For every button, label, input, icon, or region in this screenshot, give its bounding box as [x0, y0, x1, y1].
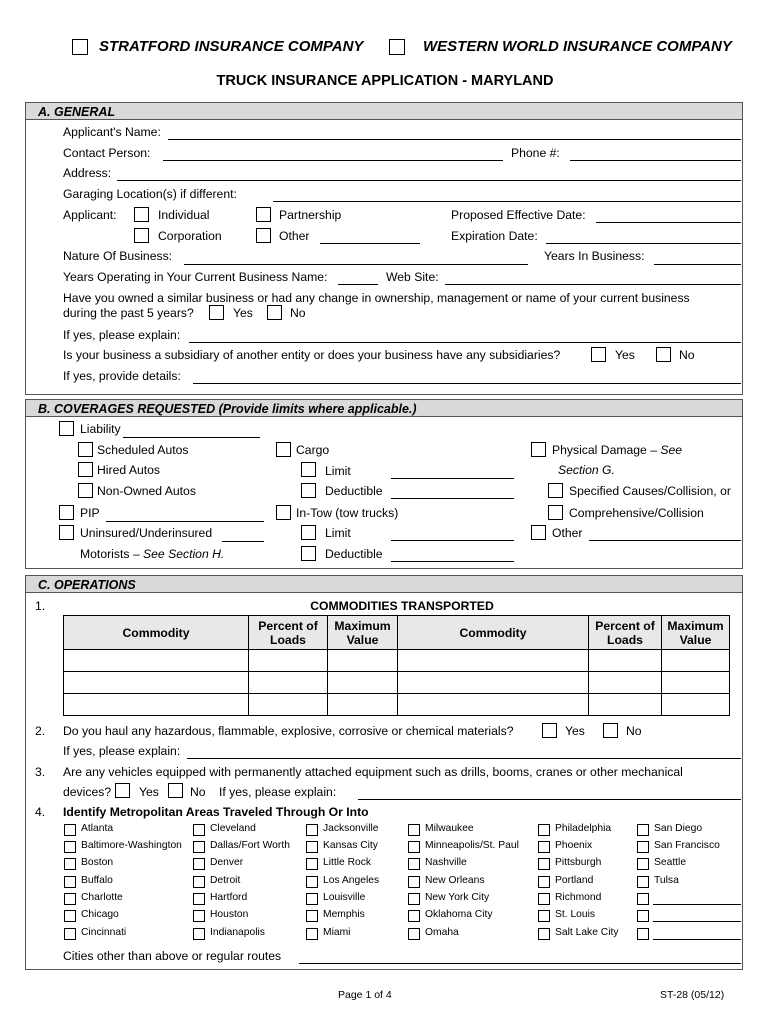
table-cell[interactable] — [249, 694, 328, 716]
equipment-yes-checkbox[interactable] — [115, 783, 130, 798]
cargo-deductible-checkbox[interactable] — [301, 483, 316, 498]
table-cell[interactable] — [662, 694, 730, 716]
subsidiary-yes-checkbox[interactable] — [591, 347, 606, 362]
metro-label: Seattle — [654, 857, 687, 868]
stratford-checkbox[interactable] — [72, 39, 88, 55]
website-label: Web Site: — [386, 270, 439, 284]
table-cell[interactable] — [328, 650, 398, 672]
metro-other-field[interactable] — [653, 939, 741, 940]
scheduled-autos-checkbox[interactable] — [78, 442, 93, 457]
form-number: ST-28 (05/12) — [660, 989, 725, 1001]
similar-no-checkbox[interactable] — [267, 305, 282, 320]
cargo-checkbox[interactable] — [276, 442, 291, 457]
cargo-limit-label: Limit — [325, 464, 351, 478]
uninsured-checkbox[interactable] — [59, 525, 74, 540]
table-cell[interactable] — [589, 650, 662, 672]
equipment-explain-field[interactable] — [358, 799, 741, 800]
metro-checkbox-richmond[interactable] — [538, 893, 550, 905]
metro-checkbox-buffalo[interactable] — [64, 876, 76, 888]
comprehensive-label: Comprehensive/Collision — [569, 506, 704, 520]
hazardous-no-label: No — [626, 724, 642, 738]
metro-label: Memphis — [323, 909, 365, 920]
metro-label: New Orleans — [425, 875, 485, 886]
metro-label: San Francisco — [654, 840, 720, 851]
section-b-header: B. COVERAGES REQUESTED (Provide limits where applicable.) — [25, 399, 743, 417]
metro-checkbox-atlanta[interactable] — [64, 824, 76, 836]
in-tow-checkbox[interactable] — [276, 505, 291, 520]
address-label: Address: — [63, 166, 112, 180]
partnership-label: Partnership — [279, 208, 342, 222]
col-max-left: Maximum Value — [328, 616, 398, 650]
specified-causes-label: Specified Causes/Collision, or — [569, 484, 731, 498]
applicant-name-label: Applicant's Name: — [63, 125, 161, 139]
metro-checkbox-louisville[interactable] — [306, 893, 318, 905]
years-operating-label: Years Operating in Your Current Business Name: — [63, 270, 328, 284]
metro-label: Philadelphia — [555, 823, 612, 834]
liability-checkbox[interactable] — [59, 421, 74, 436]
similar-yes-label: Yes — [233, 306, 253, 320]
metro-checkbox-los-angeles[interactable] — [306, 876, 318, 888]
metro-checkbox-houston[interactable] — [193, 910, 205, 922]
cargo-limit-checkbox[interactable] — [301, 462, 316, 477]
section-a-header: A. GENERAL — [25, 102, 743, 120]
metro-checkbox-seattle[interactable] — [637, 858, 649, 870]
specified-causes-checkbox[interactable] — [548, 483, 563, 498]
similar-question-line2: during the past 5 years? — [63, 306, 194, 320]
corporation-label: Corporation — [158, 229, 222, 243]
website-field[interactable] — [445, 284, 741, 285]
subsidiary-yes-label: Yes — [615, 348, 635, 362]
table-cell[interactable] — [328, 694, 398, 716]
liability-limit-field[interactable] — [123, 437, 260, 438]
hazardous-yes-checkbox[interactable] — [542, 723, 557, 738]
proposed-date-field[interactable] — [596, 222, 741, 223]
address-field[interactable] — [117, 180, 741, 181]
expiration-date-label: Expiration Date: — [451, 229, 538, 243]
hired-autos-checkbox[interactable] — [78, 462, 93, 477]
table-cell[interactable] — [64, 650, 249, 672]
metro-label: Richmond — [555, 892, 602, 903]
western-world-checkbox[interactable] — [389, 39, 405, 55]
similar-yes-checkbox[interactable] — [209, 305, 224, 320]
col-percent-right: Percent of Loads — [589, 616, 662, 650]
non-owned-autos-label: Non-Owned Autos — [97, 484, 196, 498]
corporation-checkbox[interactable] — [134, 228, 149, 243]
table-cell[interactable] — [398, 694, 589, 716]
expiration-date-field[interactable] — [546, 243, 741, 244]
metro-label: Louisville — [323, 892, 366, 903]
metro-label: Chicago — [81, 909, 119, 920]
similar-question-line1: Have you owned a similar business or had any change in ownership, management or name of your current business — [63, 291, 690, 305]
years-in-business-field[interactable] — [654, 264, 741, 265]
years-operating-field[interactable] — [338, 284, 378, 285]
metro-label: Portland — [555, 875, 594, 886]
subsidiary-details-field[interactable] — [193, 383, 741, 384]
metro-label: Minneapolis/St. Paul — [425, 840, 519, 851]
pip-checkbox[interactable] — [59, 505, 74, 520]
metro-checkbox-milwaukee[interactable] — [408, 824, 420, 836]
liability-label: Liability — [80, 422, 121, 436]
table-cell[interactable] — [398, 650, 589, 672]
metro-label: Dallas/Fort Worth — [210, 840, 290, 851]
equipment-no-checkbox[interactable] — [168, 783, 183, 798]
cargo-deductible-field[interactable] — [391, 498, 514, 499]
subsidiary-no-checkbox[interactable] — [656, 347, 671, 362]
commodities-table — [63, 615, 730, 716]
stratford-label: STRATFORD INSURANCE COMPANY — [99, 38, 364, 55]
pip-label: PIP — [80, 506, 100, 520]
non-owned-autos-checkbox[interactable] — [78, 483, 93, 498]
similar-explain-label: If yes, please explain: — [63, 328, 181, 342]
nature-field[interactable] — [184, 264, 528, 265]
phone-label: Phone #: — [511, 146, 560, 160]
table-cell[interactable] — [398, 672, 589, 694]
metro-checkbox-pittsburgh[interactable] — [538, 858, 550, 870]
metro-checkbox-san-francisco[interactable] — [637, 841, 649, 853]
scheduled-autos-label: Scheduled Autos — [97, 443, 189, 457]
hazardous-yes-label: Yes — [565, 724, 585, 738]
metro-checkbox-chicago[interactable] — [64, 910, 76, 922]
metro-label: Omaha — [425, 927, 459, 938]
in-tow-label: In-Tow (tow trucks) — [296, 506, 399, 520]
table-row — [64, 694, 730, 716]
metro-checkbox-charlotte[interactable] — [64, 893, 76, 905]
metro-checkbox-miami[interactable] — [306, 928, 318, 940]
col-commodity-right: Commodity — [398, 616, 589, 650]
similar-no-label: No — [290, 306, 306, 320]
metro-checkbox-nashville[interactable] — [408, 858, 420, 870]
hired-autos-label: Hired Autos — [97, 463, 161, 477]
metro-checkbox-jacksonville[interactable] — [306, 824, 318, 836]
metro-label: Kansas City — [323, 840, 378, 851]
table-cell[interactable] — [249, 650, 328, 672]
metro-label: Los Angeles — [323, 875, 380, 886]
metro-label: Miami — [323, 927, 351, 938]
metro-checkbox-oklahoma-city[interactable] — [408, 910, 420, 922]
metro-checkbox-other[interactable] — [637, 928, 649, 940]
metro-label: Boston — [81, 857, 114, 868]
cities-other-field[interactable] — [299, 963, 741, 964]
in-tow-deductible-field[interactable] — [391, 561, 514, 562]
metro-label: Pittsburgh — [555, 857, 602, 868]
metro-checkbox-boston[interactable] — [64, 858, 76, 870]
proposed-date-label: Proposed Effective Date: — [451, 208, 586, 222]
metro-label: Cincinnati — [81, 927, 127, 938]
metro-checkbox-detroit[interactable] — [193, 876, 205, 888]
devices-label: devices? — [63, 785, 112, 799]
equipment-no-label: No — [190, 785, 206, 799]
metro-label: Houston — [210, 909, 249, 920]
metro-other-field[interactable] — [653, 904, 741, 905]
hazardous-question: Do you haul any hazardous, flammable, explosive, corrosive or chemical materials? — [63, 724, 514, 738]
cargo-deductible-label: Deductible — [325, 484, 383, 498]
metro-label: Nashville — [425, 857, 467, 868]
in-tow-limit-label: Limit — [325, 526, 351, 540]
metro-label: Buffalo — [81, 875, 113, 886]
metro-checkbox-new-york-city[interactable] — [408, 893, 420, 905]
metro-label: Detroit — [210, 875, 241, 886]
metro-label: Phoenix — [555, 840, 593, 851]
section-g-label: Section G. — [558, 463, 615, 477]
item-4-number: 4. — [35, 805, 46, 819]
metro-checkbox-little-rock[interactable] — [306, 858, 318, 870]
table-cell[interactable] — [589, 672, 662, 694]
metro-label: Little Rock — [323, 857, 372, 868]
other-coverage-checkbox[interactable] — [531, 525, 546, 540]
partnership-checkbox[interactable] — [256, 207, 271, 222]
metro-checkbox-new-orleans[interactable] — [408, 876, 420, 888]
table-cell[interactable] — [328, 672, 398, 694]
metro-label: Denver — [210, 857, 244, 868]
equipment-explain-label: If yes, please explain: — [219, 785, 337, 799]
metro-other-field[interactable] — [653, 921, 741, 922]
pip-field[interactable] — [106, 521, 264, 522]
metro-checkbox-other[interactable] — [637, 893, 649, 905]
cargo-limit-field[interactable] — [391, 478, 514, 479]
table-cell[interactable] — [64, 672, 249, 694]
metro-checkbox-indianapolis[interactable] — [193, 928, 205, 940]
metro-checkbox-dallas-fort-worth[interactable] — [193, 841, 205, 853]
hazardous-no-checkbox[interactable] — [603, 723, 618, 738]
col-max-right: Maximum Value — [662, 616, 730, 650]
metro-checkbox-cleveland[interactable] — [193, 824, 205, 836]
page-number: Page 1 of 4 — [338, 989, 392, 1001]
metro-checkbox-other[interactable] — [637, 910, 649, 922]
uninsured-field[interactable] — [222, 541, 264, 542]
table-row — [64, 672, 730, 694]
metro-label: Cleveland — [210, 823, 256, 834]
metro-checkbox-denver[interactable] — [193, 858, 205, 870]
metro-label: Hartford — [210, 892, 248, 903]
in-tow-deductible-label: Deductible — [325, 547, 383, 561]
table-cell[interactable] — [249, 672, 328, 694]
metro-checkbox-phoenix[interactable] — [538, 841, 550, 853]
uninsured-label: Uninsured/Underinsured — [80, 526, 213, 540]
metro-label: Oklahoma City — [425, 909, 493, 920]
item-1-number: 1. — [35, 599, 46, 613]
metro-label: Atlanta — [81, 823, 114, 834]
individual-checkbox[interactable] — [134, 207, 149, 222]
commodities-header-row — [64, 616, 730, 650]
equipment-question: Are any vehicles equipped with permanently attached equipment such as drills, booms, cranes or other mechanical — [63, 765, 683, 779]
nature-label: Nature Of Business: — [63, 249, 173, 263]
garaging-label: Garaging Location(s) if different: — [63, 187, 237, 201]
garaging-field[interactable] — [273, 201, 741, 202]
col-commodity-left: Commodity — [64, 616, 249, 650]
table-row — [64, 650, 730, 672]
applicant-type-label: Applicant: — [63, 208, 117, 222]
metro-label: Tulsa — [654, 875, 679, 886]
subsidiary-details-label: If yes, provide details: — [63, 369, 181, 383]
in-tow-limit-field[interactable] — [391, 540, 514, 541]
other-type-label: Other — [279, 229, 310, 243]
applicant-name-field[interactable] — [168, 139, 741, 140]
table-cell[interactable] — [64, 694, 249, 716]
metro-checkbox-baltimore-washington[interactable] — [64, 841, 76, 853]
in-tow-deductible-checkbox[interactable] — [301, 546, 316, 561]
metro-title: Identify Metropolitan Areas Traveled Through Or Into — [63, 805, 369, 819]
metro-label: St. Louis — [555, 909, 596, 920]
equipment-yes-label: Yes — [139, 785, 159, 799]
other-coverage-field[interactable] — [589, 540, 741, 541]
in-tow-limit-checkbox[interactable] — [301, 525, 316, 540]
metro-label: Indianapolis — [210, 927, 265, 938]
subsidiary-question: Is your business a subsidiary of another entity or does your business have any subsidiaries? — [63, 348, 561, 362]
cities-other-label: Cities other than above or regular routes — [63, 949, 282, 963]
metro-label: Milwaukee — [425, 823, 474, 834]
contact-person-field[interactable] — [163, 160, 503, 161]
metro-label: Jacksonville — [323, 823, 379, 834]
metro-checkbox-salt-lake-city[interactable] — [538, 928, 550, 940]
metro-label: San Diego — [654, 823, 703, 834]
metro-checkbox-portland[interactable] — [538, 876, 550, 888]
metro-checkbox-tulsa[interactable] — [637, 876, 649, 888]
other-coverage-label: Other — [552, 526, 583, 540]
metro-checkbox-philadelphia[interactable] — [538, 824, 550, 836]
table-cell[interactable] — [662, 650, 730, 672]
item-3-number: 3. — [35, 765, 46, 779]
item-2-number: 2. — [35, 724, 46, 738]
metro-checkbox-hartford[interactable] — [193, 893, 205, 905]
other-type-field[interactable] — [320, 243, 420, 244]
metro-checkbox-san-diego[interactable] — [637, 824, 649, 836]
metro-label: New York City — [425, 892, 490, 903]
similar-explain-field[interactable] — [189, 342, 741, 343]
metro-label: Salt Lake City — [555, 927, 619, 938]
commodities-title: COMMODITIES TRANSPORTED — [310, 599, 494, 613]
physical-damage-checkbox[interactable] — [531, 442, 546, 457]
metro-checkbox-kansas-city[interactable] — [306, 841, 318, 853]
physical-damage-label: Physical Damage – See — [552, 443, 683, 457]
other-type-checkbox[interactable] — [256, 228, 271, 243]
metro-checkbox-st-louis[interactable] — [538, 910, 550, 922]
metro-checkbox-omaha[interactable] — [408, 928, 420, 940]
col-percent-left: Percent of Loads — [249, 616, 328, 650]
subsidiary-no-label: No — [679, 348, 695, 362]
metro-checkbox-cincinnati[interactable] — [64, 928, 76, 940]
phone-field[interactable] — [570, 160, 741, 161]
contact-person-label: Contact Person: — [63, 146, 151, 160]
motorists-label: Motorists – See Section H. — [80, 547, 225, 561]
hazardous-explain-field[interactable] — [187, 758, 741, 759]
table-cell[interactable] — [589, 694, 662, 716]
hazardous-explain-label: If yes, please explain: — [63, 744, 181, 758]
table-cell[interactable] — [662, 672, 730, 694]
metro-label: Baltimore-Washington — [81, 840, 182, 851]
years-in-business-label: Years In Business: — [544, 249, 645, 263]
metro-checkbox-memphis[interactable] — [306, 910, 318, 922]
metro-label: Charlotte — [81, 892, 123, 903]
individual-label: Individual — [158, 208, 210, 222]
cargo-label: Cargo — [296, 443, 330, 457]
section-c-header: C. OPERATIONS — [25, 575, 743, 593]
metro-checkbox-minneapolis-st-paul[interactable] — [408, 841, 420, 853]
western-world-label: WESTERN WORLD INSURANCE COMPANY — [423, 38, 732, 55]
comprehensive-checkbox[interactable] — [548, 505, 563, 520]
page-title: TRUCK INSURANCE APPLICATION - MARYLAND — [216, 73, 554, 89]
